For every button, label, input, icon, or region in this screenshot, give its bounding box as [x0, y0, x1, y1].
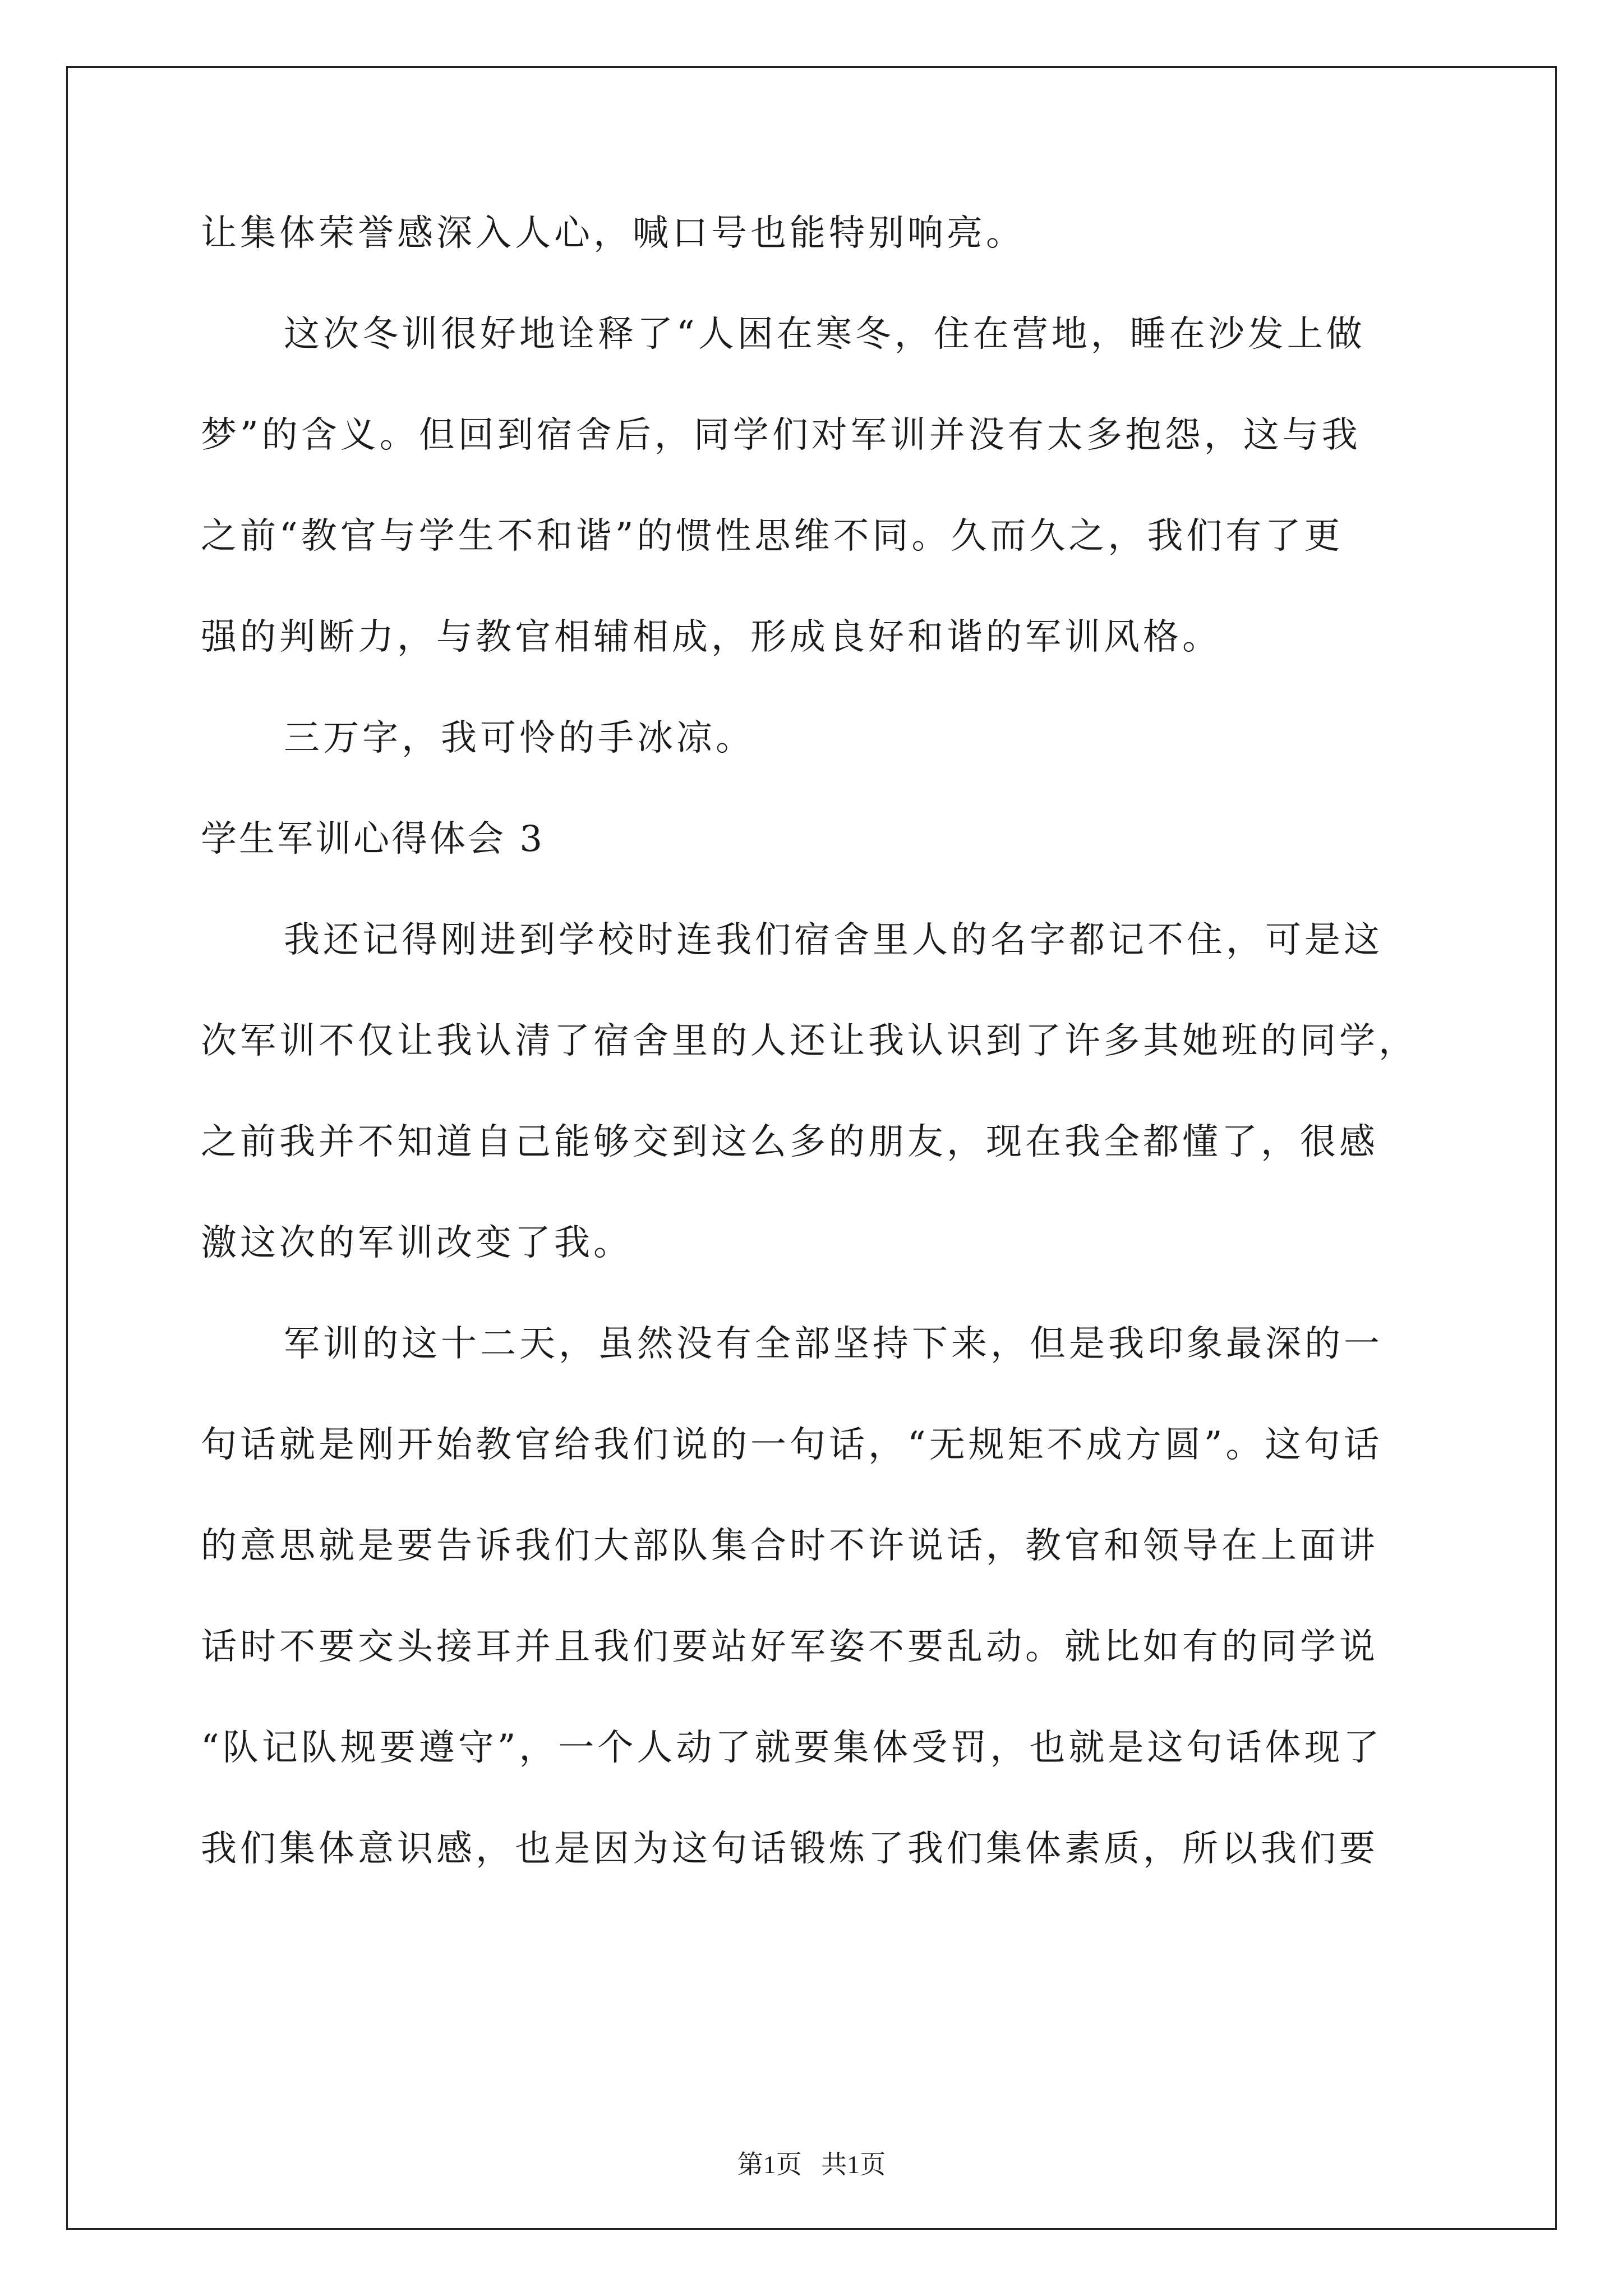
paragraph-line: 句话就是刚开始教官给我们说的一句话，“无规矩不成方圆”。这句话 — [201, 1424, 1383, 1466]
paragraph-line: 激这次的军训改变了我。 — [201, 1222, 633, 1264]
paragraph-line: 次军训不仅让我认清了宿舍里的人还让我认识到了许多其她班的同学， — [201, 1020, 1418, 1062]
paragraph-line: 这次冬训很好地诠释了“人困在寒冬，住在营地，睡在沙发上做 — [284, 314, 1366, 355]
paragraph-line: 强的判断力，与教官相辅相成，形成良好和谐的军训风格。 — [201, 616, 1221, 658]
paragraph-line: 之前“教官与学生不和谐”的惯性思维不同。久而久之，我们有了更 — [201, 516, 1344, 557]
paragraph-line: 三万字，我可怜的手冰凉。 — [284, 717, 755, 759]
paragraph-line: 梦”的含义。但回到宿舍后，同学们对军训并没有太多抱怨，这与我 — [201, 415, 1361, 456]
section-heading: 学生军训心得体会 3 — [201, 818, 545, 860]
page-number-footer: 第1页 共1页 — [737, 2150, 886, 2179]
paragraph-line: 我们集体意识感，也是因为这句话锻炼了我们集体素质，所以我们要 — [201, 1828, 1378, 1870]
paragraph-line: “队记队规要遵守”，一个人动了就要集体受罚，也就是这句话体现了 — [201, 1727, 1383, 1769]
paragraph-line: 的意思就是要告诉我们大部队集合时不许说话，教官和领导在上面讲 — [201, 1525, 1378, 1567]
paragraph-line: 之前我并不知道自己能够交到这么多的朋友，现在我全都懂了，很感 — [201, 1121, 1378, 1163]
paragraph-line: 话时不要交头接耳并且我们要站好军姿不要乱动。就比如有的同学说 — [201, 1626, 1378, 1668]
paragraph-line: 我还记得刚进到学校时连我们宿舍里人的名字都记不住，可是这 — [284, 919, 1383, 961]
document-body — [201, 208, 1435, 1924]
paragraph-line: 军训的这十二天，虽然没有全部坚持下来，但是我印象最深的一 — [284, 1323, 1383, 1365]
paragraph-line: 让集体荣誉感深入人心，喊口号也能特别响亮。 — [201, 213, 1025, 254]
